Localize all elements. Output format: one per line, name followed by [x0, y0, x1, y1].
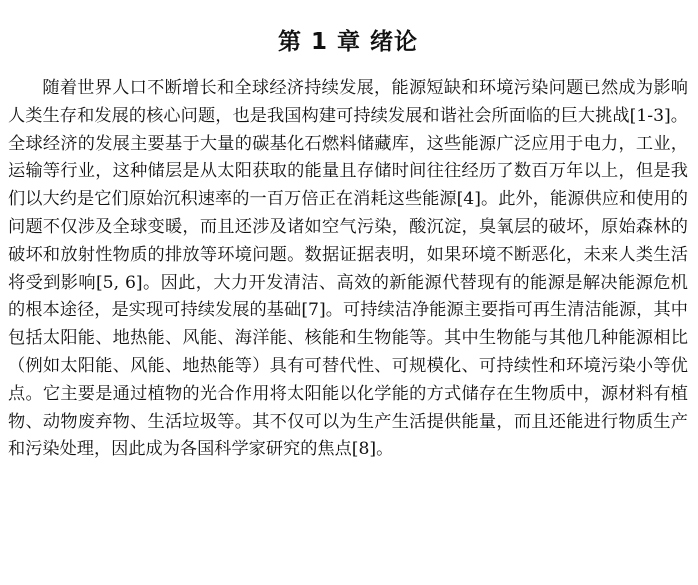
chapter-title: 第 1 章 绪论: [277, 29, 419, 55]
body-paragraph: 随着世界人口不断增长和全球经济持续发展，能源短缺和环境污染问题已然成为影响人类生存和发展的核心问题，也是我国构建可持续发展和谐社会所面临的巨大挑战[1-3]。全球经济的发展主要基于大量的碳基化石燃料储藏库，这些能源广泛应用于电力，工业，运输等行业，这种储层是从太阳获取的能量且存储时间往往经历了数百万年以上，但是我们以大约是它们原始沉积速率的一百万倍正在消耗这些能源[4]。此外，能源供应和使用的问题不仅涉及全球变暖，而且还涉及诸如空气污染，酸沉淀，臭氧层的破坏，原始森林的破坏和放射性物质的排放等环境问题。数据证据表明，如果环境不断恶化，未来人类生活将受到影响[5, 6]。因此，大力开发清洁、高效的新能源代替现有的能源是解决能源危机的根本途径，是实现可持续发展的基础[7]。可持续洁净能源主要指可再生清洁能源，其中包括太阳能、地热能、风能、海洋能、核能和生物能等。其中生物能与其他几种能源相比（例如太阳能、风能、地热能等）具有可替代性、可规模化、可持续性和环境污染小等优点。它主要是通过植物的光合作用将太阳能以化学能的方式储存在生物质中，源材料有植物、动物废弃物、生活垃圾等。其不仅可以为生产生活提供能量，而且还能进行物质生产和污染处理，因此成为各国科学家研究的焦点[8]。: [8, 78, 688, 460]
